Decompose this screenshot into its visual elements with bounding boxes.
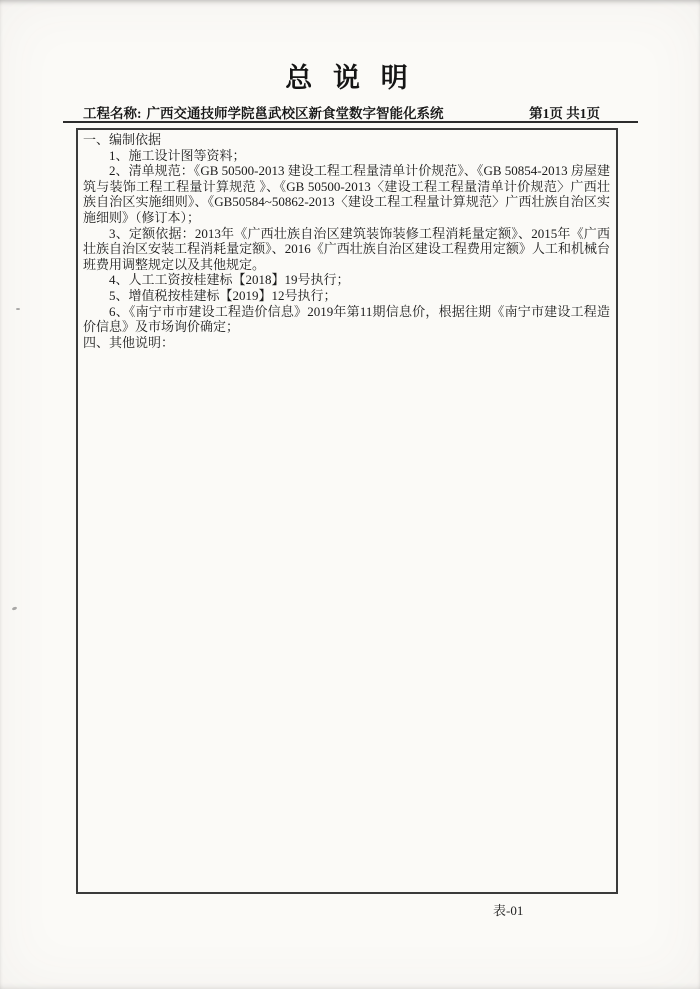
page-title: 总 说 明 [285, 63, 415, 93]
form-number-label: 表-01 [493, 903, 524, 918]
scan-speck [16, 308, 20, 310]
header-rule [63, 121, 638, 123]
page-indicator: 第1页 共1页 [529, 106, 600, 121]
project-label: 工程名称: [83, 106, 142, 121]
section-heading-other: 四、其他说明： [83, 334, 175, 350]
scan-speck [12, 606, 18, 611]
note-item-1: 1、施工设计图等资料； [109, 147, 246, 163]
note-item-6: 6、《南宁市市建设工程造价信息》2019年第11期信息价，根据往期《南宁市建设工程造价信息》及市场询价确定； [83, 303, 610, 335]
general-notes-box [76, 128, 618, 894]
document-header [83, 102, 600, 122]
note-item-4: 4、人工工资按桂建标【2018】19号执行； [109, 272, 350, 288]
project-name: 广西交通技师学院邕武校区新食堂数字智能化系统 [146, 106, 444, 121]
note-item-5: 5、增值税按桂建标【2019】12号执行； [109, 287, 337, 303]
project-name-line [83, 102, 444, 122]
section-heading-basis: 一、编制依据 [83, 132, 162, 147]
note-item-3: 3、定额依据：2013年《广西壮族自治区建筑装饰装修工程消耗量定额》、2015年《广西壮族自治区安装工程消耗量定额》、2016《广西壮族自治区建设工程费用定额》人工和机械台班费用调整规定以及其他规定。 [83, 225, 610, 272]
note-item-2: 2、清单规范：《GB 50500-2013 建设工程工程量清单计价规范》、《GB 50854-2013 房屋建筑与装饰工程工程量计算规范 》、《GB 50500-2013〈建设工程工程量清单计价规范〉广西壮族自治区实施细则》、《GB50584~50862-2013〈建设工程工程量计算规范〉广西壮族自治区实施细则》（修订本）； [83, 163, 610, 225]
